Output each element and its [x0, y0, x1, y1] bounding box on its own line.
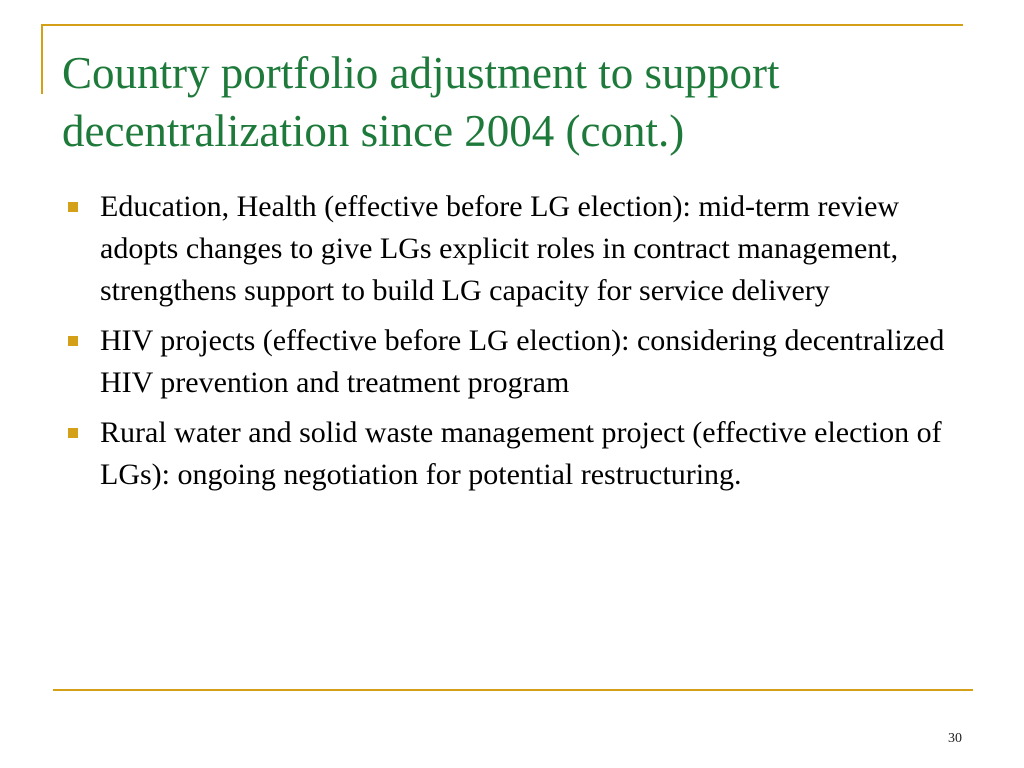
bottom-divider — [53, 689, 973, 691]
square-bullet-icon — [68, 336, 78, 346]
slide-title: Country portfolio adjustment to support decentralization since 2004 (cont.) — [62, 48, 780, 156]
top-border-line — [41, 24, 963, 26]
square-bullet-icon — [68, 202, 78, 212]
bullet-text-2: HIV projects (effective before LG election): considering decentralized HIV prevention and treatment program — [100, 324, 945, 399]
bullet-text-3: Rural water and solid waste management project (effective election of LGs): ongoing negotiation for potential restructuring. — [100, 416, 942, 491]
square-bullet-icon — [68, 428, 78, 438]
bullet-item-2 — [68, 320, 948, 404]
left-border-line — [41, 24, 43, 94]
page-number: 30 — [948, 731, 962, 746]
bullet-list — [68, 186, 948, 504]
bullet-item-1 — [68, 186, 948, 312]
bullet-text-1: Education, Health (effective before LG election): mid-term review adopts changes to give LGs explicit roles in contract management, strengthens support to build LG capacity for service delivery — [100, 190, 900, 307]
bullet-item-3 — [68, 412, 948, 496]
